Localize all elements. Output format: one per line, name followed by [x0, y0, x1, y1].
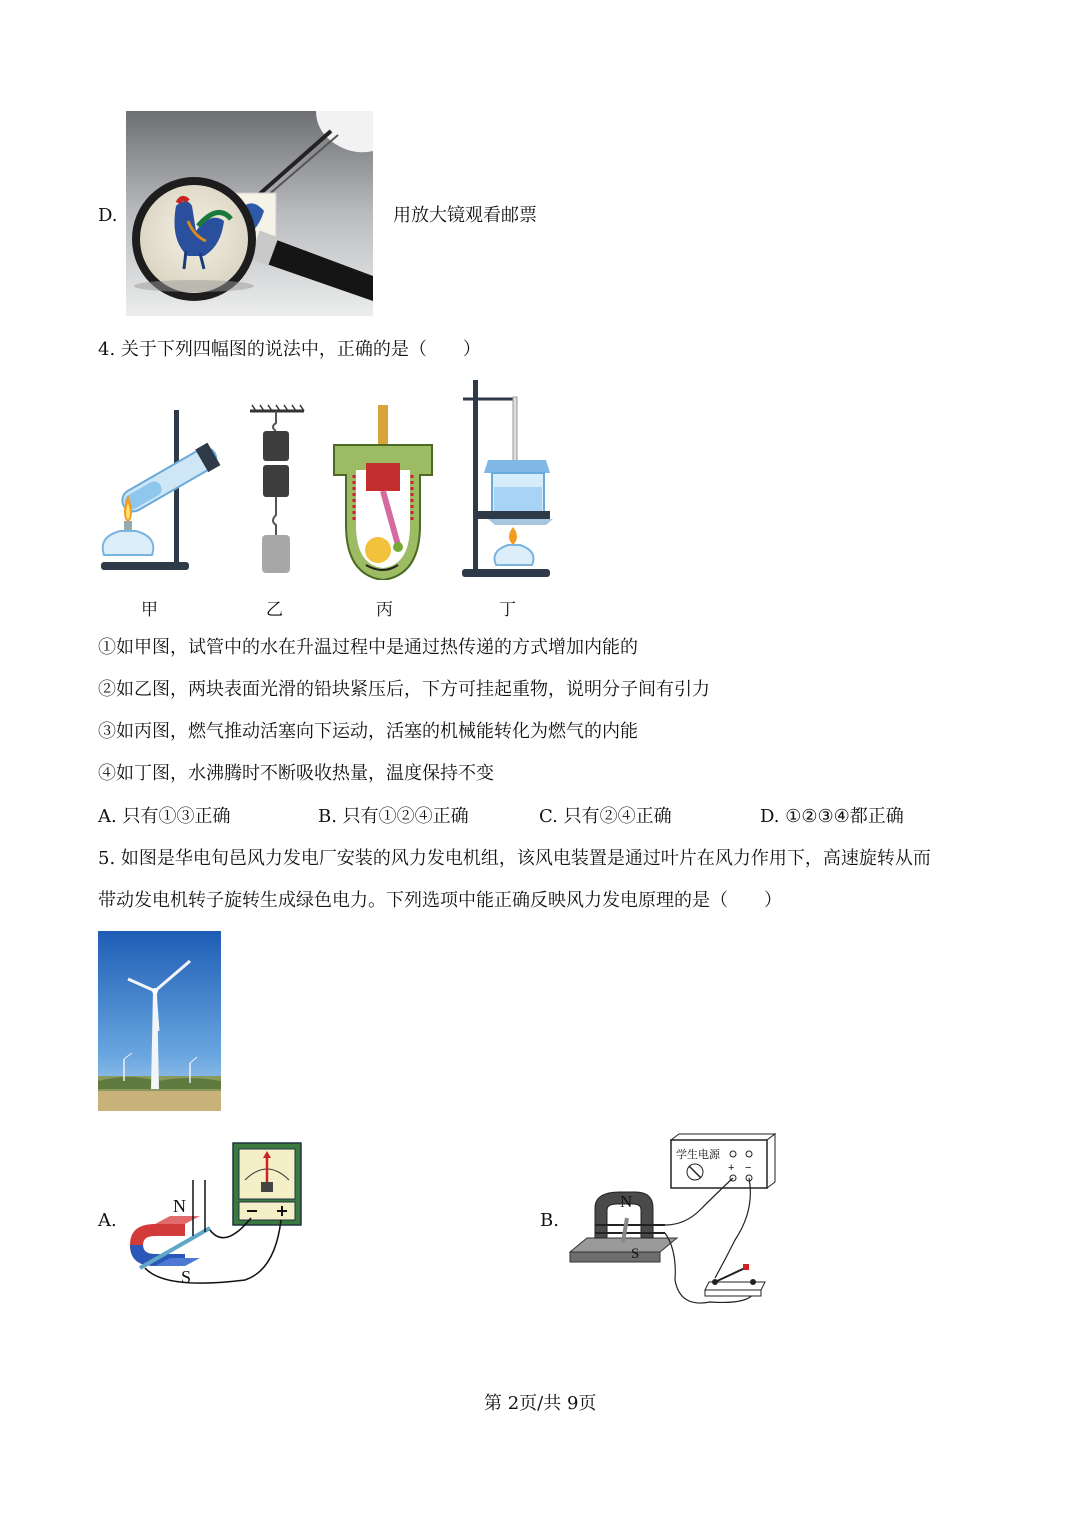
q4-option-b: B. 只有①②④正确	[318, 806, 469, 827]
page-number: 第 2页/共 9页	[484, 1393, 597, 1414]
q4-option-a: A. 只有①③正确	[98, 806, 231, 827]
q4-statement-4: ④如丁图，水沸腾时不断吸收热量，温度保持不变	[98, 763, 494, 784]
q5-stem-line2: 带动发电机转子旋转生成绿色电力。下列选项中能正确反映风力发电原理的是（ ）	[98, 890, 782, 911]
svg-text:+: +	[728, 1162, 735, 1174]
q5-option-b-pole-n: N	[620, 1192, 633, 1211]
magnifier-stamp-photo	[126, 111, 373, 316]
q5-option-b-pole-s: S	[631, 1246, 640, 1262]
q5-option-b-label: B.	[540, 1210, 559, 1231]
q5-option-b-diagram	[565, 1130, 780, 1310]
figure-yi	[250, 405, 304, 573]
option-d-label: D.	[98, 205, 118, 226]
q4-statement-2: ②如乙图，两块表面光滑的铅块紧压后，下方可挂起重物，说明分子间有引力	[98, 679, 710, 700]
figure-ding	[462, 380, 553, 577]
q4-statement-1: ①如甲图，试管中的水在升温过程中是通过热传递的方式增加内能的	[98, 637, 638, 658]
q5-option-a-diagram	[125, 1140, 305, 1290]
option-d-text: 用放大镜观看邮票	[393, 205, 537, 226]
q4-stem: 4. 关于下列四幅图的说法中，正确的是（ ）	[98, 339, 481, 360]
svg-text:−: −	[745, 1162, 752, 1174]
q4-figures	[98, 375, 558, 580]
caption-ding: 丁	[499, 600, 516, 620]
figure-bing	[334, 405, 432, 580]
q4-statement-3: ③如丙图，燃气推动活塞向下运动，活塞的机械能转化为燃气的内能	[98, 721, 638, 742]
q5-stem-line1: 5. 如图是华电旬邑风力发电厂安装的风力发电机组，该风电装置是通过叶片在风力作用下，高速旋转从而	[98, 848, 931, 869]
caption-yi: 乙	[266, 600, 283, 620]
q5-option-a-label: A.	[98, 1210, 117, 1231]
figure-jia	[101, 410, 221, 570]
wind-turbine-photo	[98, 931, 221, 1111]
supply-label: 学生电源	[676, 1149, 720, 1161]
q5-option-a-pole-n: N	[173, 1196, 186, 1216]
q5-option-a-pole-s: S	[181, 1267, 192, 1287]
q4-option-d: D. ①②③④都正确	[760, 806, 904, 827]
caption-bing: 丙	[376, 600, 393, 620]
q4-option-c: C. 只有②④正确	[539, 806, 672, 827]
caption-jia: 甲	[141, 600, 158, 620]
